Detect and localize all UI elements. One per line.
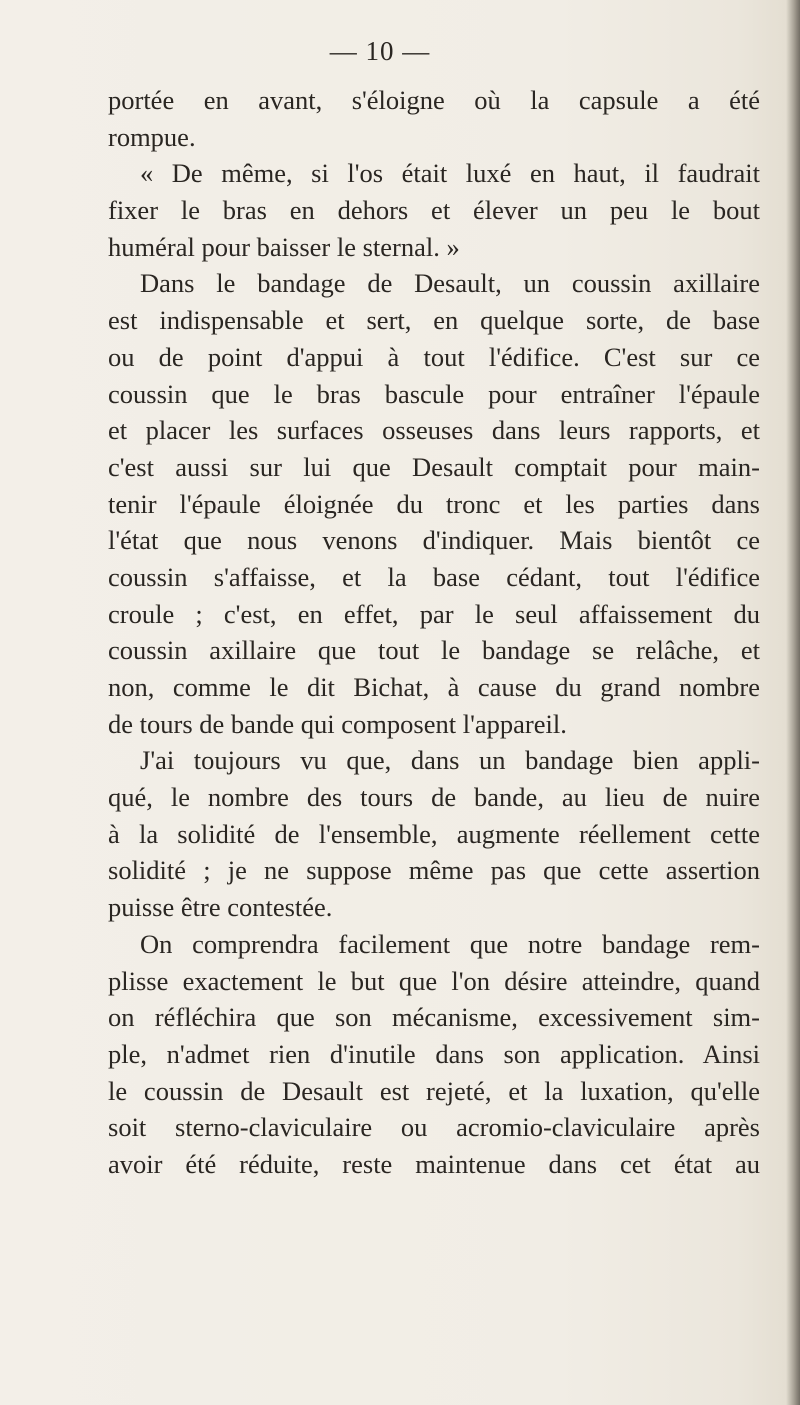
text-line: coussin que le bras bascule pour entraîner l'épaule bbox=[108, 378, 760, 409]
text-line: ple, n'admet rien d'inutile dans son application. Ainsi bbox=[108, 1038, 760, 1069]
text-line: coussin s'affaisse, et la base cédant, tout l'édifice bbox=[108, 561, 760, 592]
text-line: à la solidité de l'ensemble, augmente réellement cette bbox=[108, 818, 760, 849]
text-line: croule ; c'est, en effet, par le seul affaissement du bbox=[108, 598, 760, 629]
text-line: non, comme le dit Bichat, à cause du grand nombre bbox=[108, 672, 760, 702]
text-line: soit sterno-claviculaire ou acromio-claviculaire après bbox=[108, 1112, 760, 1143]
text-line: Dans le bandage de Desault, un coussin axillaire bbox=[140, 268, 760, 299]
text-line: le coussin de Desault est rejeté, et la luxation, qu'elle bbox=[108, 1075, 760, 1106]
text-line: rompue. bbox=[108, 121, 196, 152]
text-line: huméral pour baisser le sternal. » bbox=[108, 231, 460, 262]
text-line: On comprendra facilement que notre bandage rem- bbox=[140, 928, 760, 959]
text-line: J'ai toujours vu que, dans un bandage bien appli- bbox=[140, 745, 760, 776]
text-line: tenir l'épaule éloignée du tronc et les parties dans bbox=[108, 488, 760, 519]
text-line: coussin axillaire que tout le bandage se relâche, et bbox=[108, 635, 760, 666]
text-line: plisse exactement le but que l'on désire atteindre, quand bbox=[108, 965, 760, 996]
text-line: et placer les surfaces osseuses dans leurs rapports, et bbox=[108, 415, 760, 446]
text-line: portée en avant, s'éloigne où la capsule a été bbox=[108, 85, 760, 115]
text-line: fixer le bras en dehors et élever un peu le bout bbox=[108, 195, 760, 226]
text-line: avoir été réduite, reste maintenue dans cet état au bbox=[108, 1148, 760, 1179]
text-line: on réfléchira que son mécanisme, excessivement sim- bbox=[108, 1002, 760, 1033]
text-line: est indispensable et sert, en quelque sorte, de base bbox=[108, 305, 760, 336]
text-line: solidité ; je ne suppose même pas que cette assertion bbox=[108, 855, 760, 886]
text-line: c'est aussi sur lui que Desault comptait pour main- bbox=[108, 451, 760, 482]
text-line: de tours de bande qui composent l'appareil. bbox=[108, 708, 567, 739]
text-line: qué, le nombre des tours de bande, au lieu de nuire bbox=[108, 782, 760, 813]
page-edge-shadow bbox=[786, 0, 800, 1405]
text-line: « De même, si l'os était luxé en haut, il faudrait bbox=[140, 158, 760, 189]
page-number: — 10 — bbox=[329, 36, 431, 66]
body-text bbox=[108, 82, 760, 1183]
text-line: puisse être contestée. bbox=[108, 892, 333, 923]
text-line: ou de point d'appui à tout l'édifice. C'est sur ce bbox=[108, 341, 760, 372]
text-line: l'état que nous venons d'indiquer. Mais bientôt ce bbox=[108, 525, 760, 556]
